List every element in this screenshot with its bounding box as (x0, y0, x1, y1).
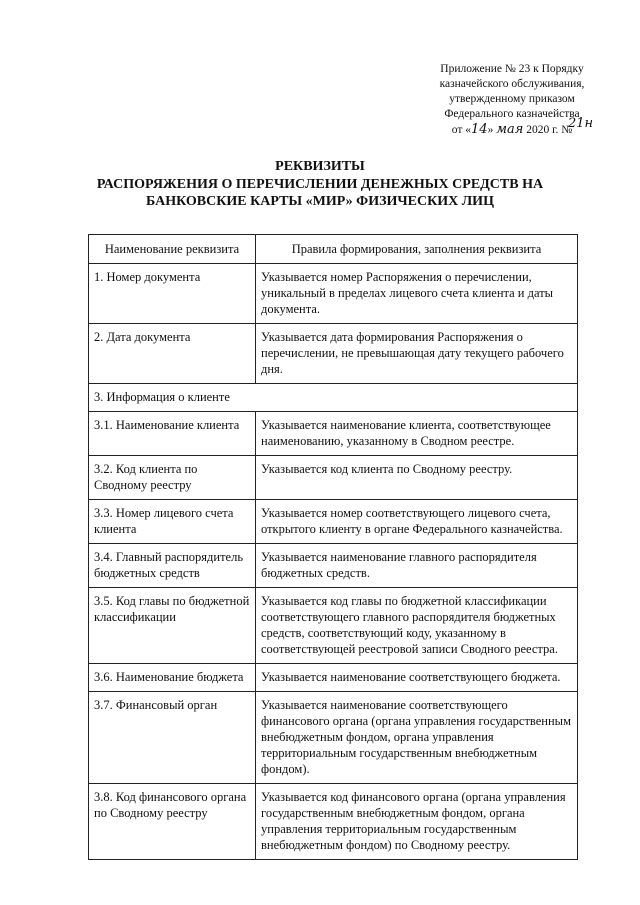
requisite-rule-cell: Указывается наименование главного распорядителя бюджетных средств. (256, 544, 578, 588)
column-header: Наименование реквизита (89, 235, 256, 264)
table-row (89, 588, 578, 664)
requisite-name-cell: 3.7. Финансовый орган (89, 692, 256, 784)
requisites-table (88, 234, 578, 860)
requisite-name-cell: 3.6. Наименование бюджета (89, 664, 256, 692)
title-line: БАНКОВСКИЕ КАРТЫ «МИР» ФИЗИЧЕСКИХ ЛИЦ (146, 194, 494, 209)
appendix-line: казначейского обслуживания, (439, 78, 585, 90)
table-row (89, 692, 578, 784)
table-row (89, 456, 578, 500)
requisite-name-cell: 2. Дата документа (89, 324, 256, 384)
table-row (89, 500, 578, 544)
requisite-name-cell: 3.2. Код клиента по Сводному реестру (89, 456, 256, 500)
requisite-rule-cell: Указывается номер соответствующего лицевого счета, открытого клиенту в органе Федерального казначейства. (256, 500, 578, 544)
requisite-name-cell: 3.5. Код главы по бюджетной классификации (89, 588, 256, 664)
table-row (89, 324, 578, 384)
requisite-rule-cell: Указывается код клиента по Сводному реестру. (256, 456, 578, 500)
requisite-name-cell: 3.8. Код финансового органа по Сводному реестру (89, 784, 256, 860)
requisite-name-cell: 1. Номер документа (89, 264, 256, 324)
requisite-rule-cell: Указывается наименование клиента, соответствующее наименованию, указанному в Сводном реестре. (256, 412, 578, 456)
handwritten-month: мая (496, 122, 524, 137)
requisite-rule-cell: Указывается наименование соответствующего бюджета. (256, 664, 578, 692)
table-row (89, 784, 578, 860)
appendix-line: Федерального казначейства (444, 108, 580, 120)
requisite-name-cell: 3.3. Номер лицевого счета клиента (89, 500, 256, 544)
handwritten-order-number: 21н (568, 116, 594, 131)
table-row (89, 664, 578, 692)
requisite-name-cell: 3.4. Главный распорядитель бюджетных средств (89, 544, 256, 588)
table-row (89, 264, 578, 324)
document-title (80, 158, 560, 211)
requisite-name-cell: 3.1. Наименование клиента (89, 412, 256, 456)
table-row (89, 412, 578, 456)
table-body (89, 264, 578, 860)
date-mid: » (487, 124, 497, 136)
group-header-cell: 3. Информация о клиенте (89, 384, 578, 412)
handwritten-day: 14 (471, 122, 488, 137)
requisite-rule-cell: Указывается код главы по бюджетной классификации соответствующего главного распорядителя бюджетных средств, соответствующий коду, указанному в соответствующей реестровой записи Сводного реестра. (256, 588, 578, 664)
requisite-rule-cell: Указывается наименование соответствующего финансового органа (органа управления государственным внебюджетным фондом, органа управления территориальным государственным внебюджетным фондом). (256, 692, 578, 784)
title-line: РАСПОРЯЖЕНИЯ О ПЕРЕЧИСЛЕНИИ ДЕНЕЖНЫХ СРЕДСТВ НА (96, 176, 544, 192)
date-suffix: 2020 г. № (523, 124, 573, 136)
requisite-rule-cell: Указывается код финансового органа (органа управления государственным внебюджетным фондом, органа управления территориальным государственным внебюджетным фондом) по Сводному реестру. (256, 784, 578, 860)
requisite-rule-cell: Указывается дата формирования Распоряжения о перечислении, не превышающая дату текущего рабочего дня. (256, 324, 578, 384)
column-header: Правила формирования, заполнения реквизита (256, 235, 578, 264)
table-header-row (89, 235, 578, 264)
table-row (89, 544, 578, 588)
requisite-rule-cell: Указывается номер Распоряжения о перечислении, уникальный в пределах лицевого счета клиента и даты документа. (256, 264, 578, 324)
appendix-line: утвержденному приказом (449, 93, 575, 105)
table-row (89, 384, 578, 412)
title-line: РЕКВИЗИТЫ (275, 159, 365, 174)
date-prefix: от « (451, 124, 472, 136)
appendix-line: Приложение № 23 к Порядку (440, 63, 584, 75)
